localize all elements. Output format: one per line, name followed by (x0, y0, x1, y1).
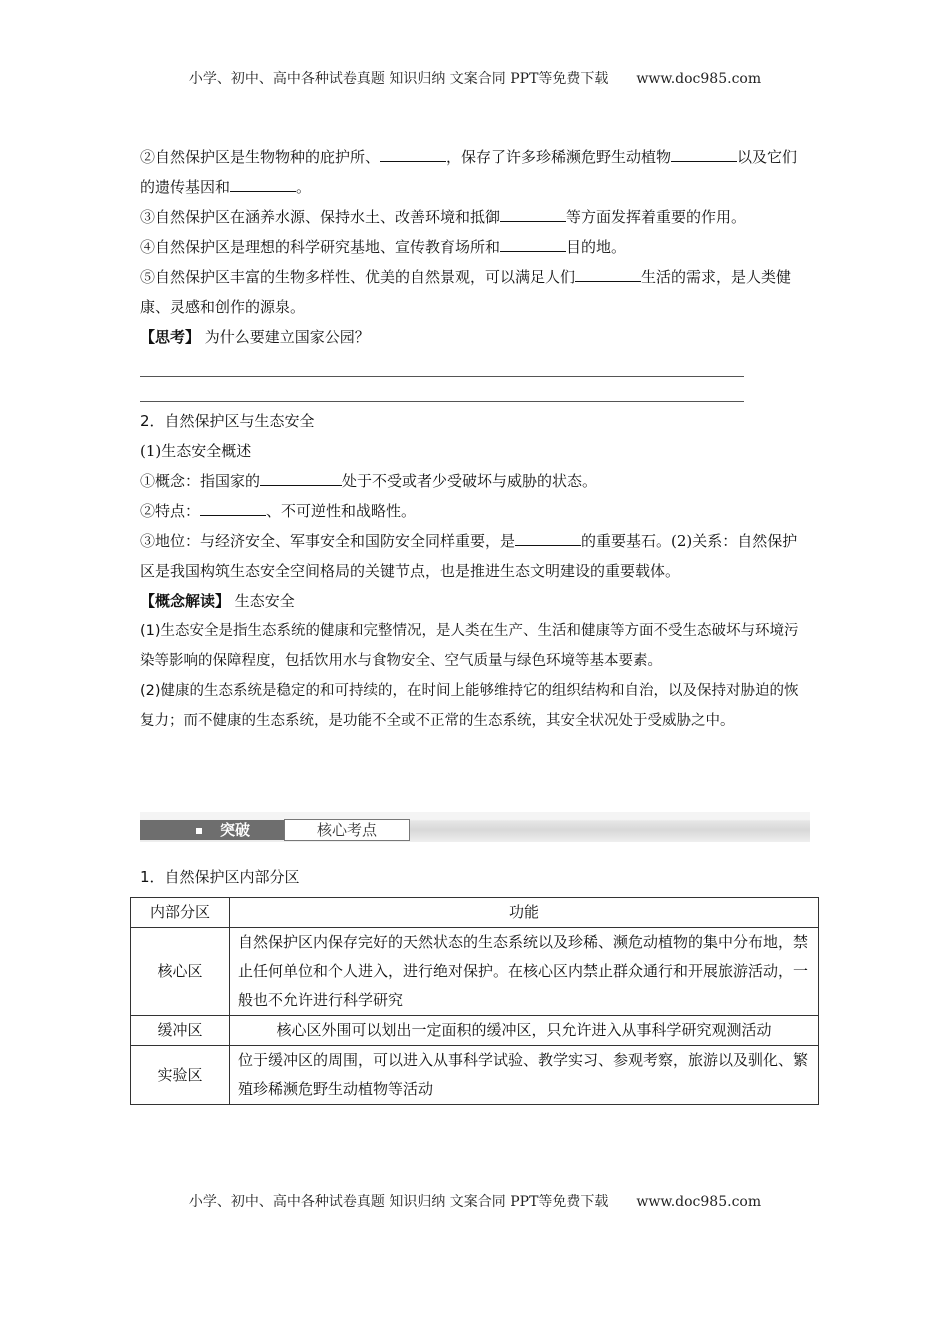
think-label: 【思考】 (140, 328, 201, 346)
header-url: www.doc985.com (636, 71, 762, 87)
answer-blank (500, 203, 566, 222)
function-cell: 自然保护区内保存完好的天然状态的生态系统以及珍稀、濒危动植物的集中分布地，禁止任何单位和个人进入，进行绝对保护。在核心区内禁止群众通行和开展旅游活动，一般也不允许进行科学研究 (230, 928, 819, 1016)
table-header-row (131, 898, 819, 928)
header-text: 小学、初中、高中各种试卷真题 知识归纳 文案合同 PPT等免费下载 (188, 71, 609, 87)
section-2-title: 2．自然保护区与生态安全 (140, 412, 315, 430)
page-footer (0, 1191, 950, 1211)
answer-blank (200, 497, 266, 516)
status-item: ③地位：与经济安全、军事安全和国防安全同样重要，是 的重要基石。(2)关系：自然保护区是我国构筑生态安全空间格局的关键节点，也是推进生态文明建设的重要载体。 (140, 526, 810, 586)
answer-line (140, 352, 744, 377)
concept-reading-label: 【概念解读】 (140, 592, 231, 610)
table-header-cell: 内部分区 (131, 898, 230, 928)
concept-reading-p1: (1)生态安全是指生态系统的健康和完整情况，是人类在生产、生活和健康等方面不受生态破坏与环境污染等影响的保障程度，包括饮用水与食物安全、空气质量与绿色环境等基本要素。 (140, 623, 799, 669)
square-bullet-icon (196, 828, 202, 834)
answer-blank (671, 143, 737, 162)
subsection-overview: (1)生态安全概述 (140, 442, 252, 460)
core-section-title: 1．自然保护区内部分区 (140, 868, 300, 886)
think-question: 为什么要建立国家公园？ (204, 328, 370, 346)
document-body (140, 142, 810, 736)
function-cell: 核心区外围可以划出一定面积的缓冲区，只允许进入从事科学研究观测活动 (230, 1016, 819, 1046)
banner-white-tab: 核心考点 (284, 819, 410, 841)
concept-reading-p2: (2)健康的生态系统是稳定的和可持续的，在时间上能够维持它的组织结构和自治，以及保持对胁迫的恢复力；而不健康的生态系统，是功能不全或不正常的生态系统，其安全状况处于受威胁之中。 (140, 683, 799, 729)
item-2: ②自然保护区是生物物种的庇护所、 ，保存了许多珍稀濒危野生动植物 以及它们的遗传基因和 。 (140, 142, 810, 202)
footer-url: www.doc985.com (636, 1194, 762, 1210)
function-cell: 位于缓冲区的周围，可以进入从事科学试验、教学实习、参观考察，旅游以及驯化、繁殖珍稀濒危野生动植物等活动 (230, 1046, 819, 1105)
zone-cell: 实验区 (131, 1046, 230, 1105)
answer-blank (515, 527, 581, 546)
table-row (131, 928, 819, 1016)
answer-line (140, 377, 744, 402)
answer-blank (380, 143, 446, 162)
item-3: ③自然保护区在涵养水源、保持水土、改善环境和抵御 等方面发挥着重要的作用。 (140, 202, 810, 232)
section-banner (140, 812, 810, 842)
think-prompt (140, 322, 810, 352)
item-4: ④自然保护区是理想的科学研究基地、宣传教育场所和 目的地。 (140, 232, 810, 262)
banner-dark-tab: 突破 (140, 820, 284, 840)
answer-blank (575, 263, 641, 282)
concept-reading-topic: 生态安全 (234, 592, 295, 610)
footer-text: 小学、初中、高中各种试卷真题 知识归纳 文案合同 PPT等免费下载 (188, 1194, 609, 1210)
concept-item: ①概念：指国家的 处于不受或者少受破坏与威胁的状态。 (140, 466, 810, 496)
item-5: ⑤自然保护区丰富的生物多样性、优美的自然景观，可以满足人们 生活的需求，是人类健康、灵感和创作的源泉。 (140, 262, 810, 322)
page-header (0, 68, 950, 88)
table-row (131, 1046, 819, 1105)
zone-cell: 缓冲区 (131, 1016, 230, 1046)
table-row (131, 1016, 819, 1046)
table-header-cell: 功能 (230, 898, 819, 928)
answer-blank (230, 173, 296, 192)
zones-table (130, 897, 819, 1105)
zone-cell: 核心区 (131, 928, 230, 1016)
answer-blank (500, 233, 566, 252)
feature-item: ②特点： 、不可逆性和战略性。 (140, 496, 810, 526)
concept-reading-heading (140, 586, 810, 616)
answer-blank (260, 467, 342, 486)
